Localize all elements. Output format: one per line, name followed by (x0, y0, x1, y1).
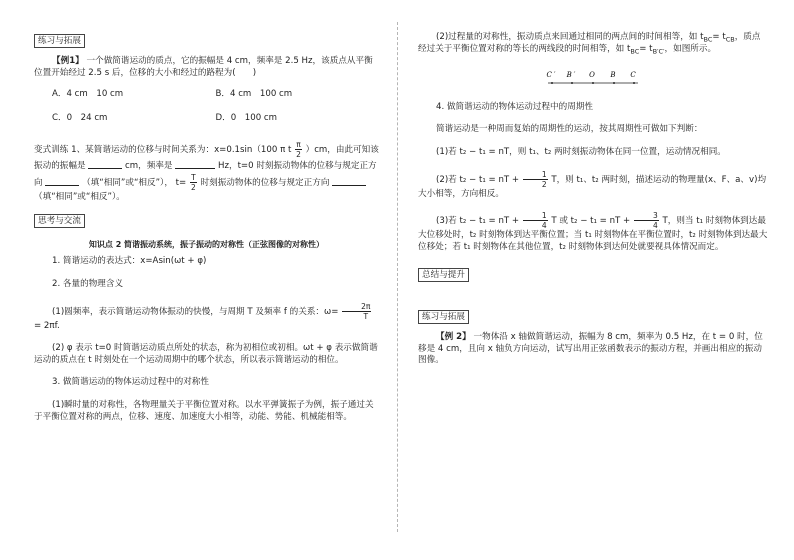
omega-definition: (1)圆频率，表示简谐运动物体振动的快慢，与周期 T 及频率 f 的关系：ω= $\frac{2\pi}{T}$ = 2πf. (34, 301, 371, 331)
example-2-head: 【例 2】 (436, 332, 471, 343)
fraction-1-over-4: $\frac{1}{4}$ (523, 211, 548, 230)
option-b: B．4 cm 100 cm (215, 89, 293, 100)
knowledge-point-title: 知识点 2 简谐振动系统，振子振动的对称性（正弦图像的对称性） (88, 239, 325, 249)
item-3: 3. 做简谐运动的物体运动过程中的对称性 (52, 377, 210, 388)
case-2: (2)若 t₂ − t₁ = nT + $\frac{1}{2}$ T，则 t₁、t₂ 两时刻，描述运动的物理量(x、F、a、v)均大小相等，方向相反。 (418, 169, 767, 199)
blank-amplitude (88, 159, 122, 169)
figure-label-c-prime: C′ (546, 70, 558, 79)
blank-direction-2 (332, 176, 366, 186)
symmetry-2: (2)过程量的对称性，振动质点来回通过相同的两点间的时间相等，如 $t_{BC}= t_{CB}$，质点经过关于平衡位置对称的等长的两线段的时间相等，如 $t_{BC}= t_{B'C'}$，如图所示。 (418, 32, 761, 57)
item-1: 1. 简谐运动的表达式：x=Asin(ωt + φ) (52, 256, 207, 267)
example-2 (418, 332, 768, 367)
symmetry-figure (418, 67, 768, 92)
section-label-discussion: 思考与交流 (34, 214, 85, 228)
fraction-2pi-over-t: $\frac{2\pi}{T}$ (342, 302, 371, 321)
figure-label-b-prime: B′ (566, 70, 578, 79)
figure-point-o (592, 82, 594, 84)
option-d: D．0 100 cm (215, 112, 278, 123)
right-column (418, 32, 768, 367)
section-label-practice-2: 练习与拓展 (418, 310, 469, 324)
phi-definition: (2) φ 表示 t=0 时简谐运动质点所处的状态，称为初相位或初相。ωt + φ 表示做简谐运动的质点在 t 时刻处在一个运动周期中的哪个状态，所以表示简谐运动的相位。 (34, 343, 378, 365)
example-1-text: 一个做简谐运动的质点，它的振幅是 4 cm，频率是 2.5 Hz，该质点从平衡位置开始经过 2.5 s 后，位移的大小和经过的路程为( ) (34, 56, 373, 78)
section-label-practice: 练习与拓展 (34, 34, 85, 48)
section-label-summary: 总结与提升 (418, 268, 469, 282)
figure-point-b (613, 82, 615, 84)
fraction-3-over-4: $\frac{3}{4}$ (634, 211, 659, 230)
fraction-pi-over-2: $\frac{\pi}{2}$ (296, 140, 301, 160)
example-1-options (52, 89, 379, 124)
blank-direction-1 (45, 176, 79, 186)
figure-point-b-prime (571, 82, 573, 84)
fraction-t-over-2: $\frac{T}{2}$ (190, 172, 196, 192)
figure-label-o: O (589, 70, 597, 79)
option-a: A．4 cm 10 cm (52, 89, 124, 100)
case-1: (1)若 t₂ − t₁ = nT，则 t₁、t₂ 两时刻振动物体在同一位置，运动情况相同。 (436, 146, 726, 157)
symmetry-figure-svg (538, 67, 648, 89)
figure-label-b: B (610, 70, 618, 79)
blank-frequency (175, 159, 215, 169)
figure-label-c: C (630, 70, 638, 79)
column-divider (397, 22, 398, 532)
example-1 (34, 56, 379, 79)
case-3: (3)若 t₂ − t₁ = nT + $\frac{1}{4}$ T 或 t₂ − t₁ = nT + $\frac{3}{4}$ T，则当 t₁ 时刻物体到达最大位移处时，t₂ 时刻物体到达平衡位置；当 t₁ 时刻物体在平衡位置时，t₂ 时刻物体到达最大位移处；若 t₁ 时刻物体在其他位置，t₂ 时刻物体到达何处就要视具体情况而定。 (418, 211, 768, 252)
symmetry-1: (1)瞬时量的对称性，各物理量关于平衡位置对称。以水平弹簧振子为例，振子通过关于平衡位置对称的两点，位移、速度、加速度大小相等，动能、势能、机械能相等。 (34, 399, 374, 422)
example-2-text: 一物体沿 x 轴做简谐运动，振幅为 8 cm，频率为 0.5 Hz，在 t = 0 时，位移是 4 cm，且向 x 轴负方向运动，试写出用正弦函数表示的振动方程，并画出相应的振动图像。 (418, 332, 763, 366)
variant-exercise: 变式训练 1、某简谐运动的位移与时间关系为：x=0.1sin（100 π t $\frac{\pi}{2}$ ）cm，由此可知该振动的振幅是 cm，频率是 Hz，t=0 时刻振动物体的位移与规定正方向 （填“相同”或“相反”）， t= $\frac{T}{2}$ 时刻振动物体的位移与规定正方向 （填“相同”或“相反”）。 (34, 140, 379, 202)
item-2: 2. 各量的物理含义 (52, 278, 124, 289)
item-4: 4. 做简谐运动的物体运动过程中的周期性 (436, 101, 594, 112)
left-column (34, 30, 379, 423)
figure-point-c-prime (551, 82, 553, 84)
fraction-1-over-2: $\frac{1}{2}$ (523, 170, 548, 189)
periodicity-intro: 简谐运动是一种周而复始的周期性的运动，按其周期性可做如下判断： (436, 124, 703, 135)
option-c: C．0 24 cm (52, 112, 108, 123)
figure-point-c (633, 82, 635, 84)
example-1-head: 【例1】 (52, 56, 84, 66)
